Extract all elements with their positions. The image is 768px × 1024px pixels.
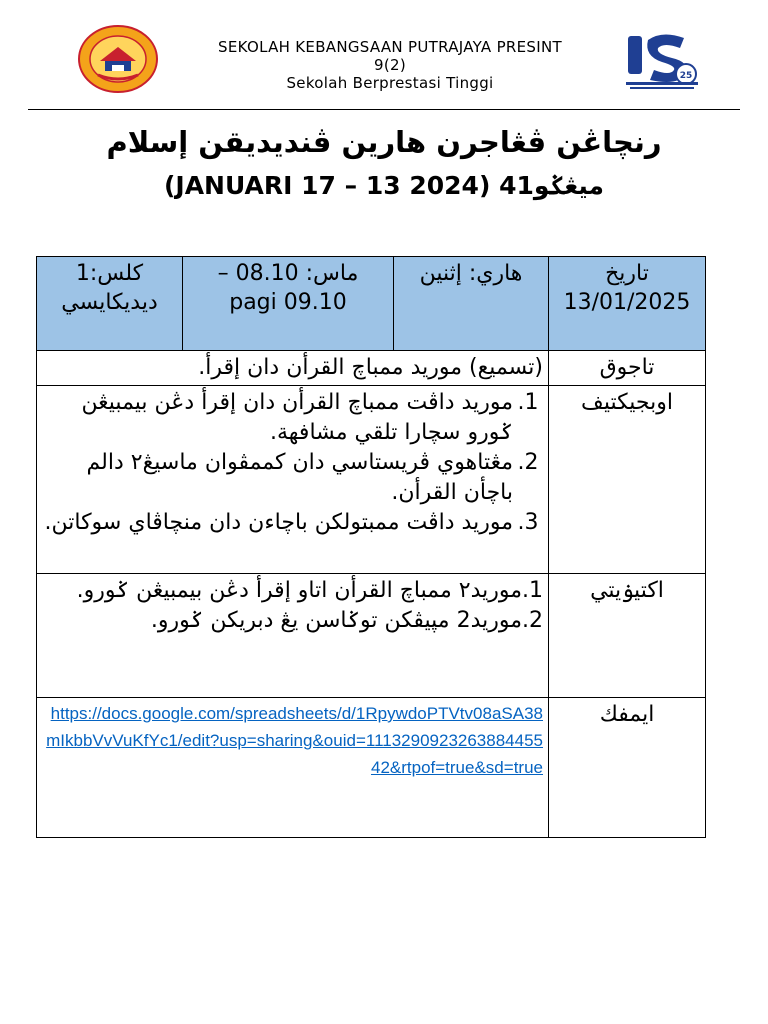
topic-label: تاجوق: [549, 351, 706, 386]
impact-row: [37, 698, 706, 838]
svg-text:25: 25: [679, 71, 693, 81]
impact-label: ايمفك: [549, 698, 706, 838]
school-name-block: [180, 38, 600, 92]
time-cell: ماس: 08.10 – 09.10 pagi: [183, 257, 394, 351]
activity-row: [37, 574, 706, 698]
objective-item: [42, 508, 539, 538]
objective-text: موريد داڤت ممبتولكن باچاءن دان منچاڤاي سوكاتن.: [44, 510, 513, 535]
topic-row: [37, 351, 706, 386]
class-cell: كلس:1 ديديكايسي: [37, 257, 183, 351]
objective-text: مڠتاهوي ڤريستاسي دان كممڤوان ماسيڠ٢ دالم باچأن القرأن.: [86, 450, 513, 505]
school-crest-icon: [78, 25, 158, 93]
topic-text: (تسميع) موريد ممباچ القرأن دان إقرأ.: [37, 351, 549, 386]
objectives-cell: [37, 386, 549, 574]
document-header: [0, 0, 768, 115]
activity-item: 1.موريد٢ ممباچ القرأن اتاو إقرأ دڠن بيمبيڠن ݢورو.: [76, 578, 543, 603]
school-tagline: Sekolah Berprestasi Tinggi: [286, 74, 494, 92]
objective-number: 2.: [517, 450, 539, 475]
lesson-plan-table: [36, 256, 706, 838]
ks25-emblem-icon: [626, 30, 698, 92]
objectives-label: اوبجيكتيف: [549, 386, 706, 574]
date-cell: تاريخ 13/01/2025: [549, 257, 706, 351]
school-name-line2: 9(2): [374, 56, 406, 74]
objective-item: [42, 388, 539, 448]
school-name: SEKOLAH KEBANGSAAN PUTRAJAYA PRESINT: [218, 38, 562, 56]
impact-spreadsheet-link[interactable]: https://docs.google.com/spreadsheets/d/1RpywdoPTVtv08aSA38mIkbbVvVuKfYc1/edit?usp=sharing&ouid=111329092326388445542&rtpof=true&sd=true: [46, 704, 543, 777]
activity-cell: [37, 574, 549, 698]
header-divider: [28, 109, 740, 110]
activity-item: 2.موريد2 مپيڤكن توݢاسن يڠ دبريكن ݢورو.: [150, 608, 543, 633]
objective-number: 1.: [517, 390, 539, 415]
plan-title: رنچاڠن ڤڠاجرن هارين ڤنديديقن إسلام: [106, 125, 662, 159]
objectives-row: [37, 386, 706, 574]
objectives-list: [42, 388, 543, 538]
day-cell: هاري: إثنين: [394, 257, 549, 351]
objective-text: موريد داڤت ممباچ القرأن دان إقرأ دڠن بيمبيڠن ݢورو سچارا تلقي مشافهة.: [81, 390, 513, 445]
header-row: [37, 257, 706, 351]
objective-number: 3.: [517, 510, 539, 535]
activity-label: اكتيۏيتي: [549, 574, 706, 698]
plan-week: ميڠݢو41 (2024 13 – 17 JANUARI): [163, 171, 605, 200]
objective-item: [42, 448, 539, 508]
impact-cell: [37, 698, 549, 838]
